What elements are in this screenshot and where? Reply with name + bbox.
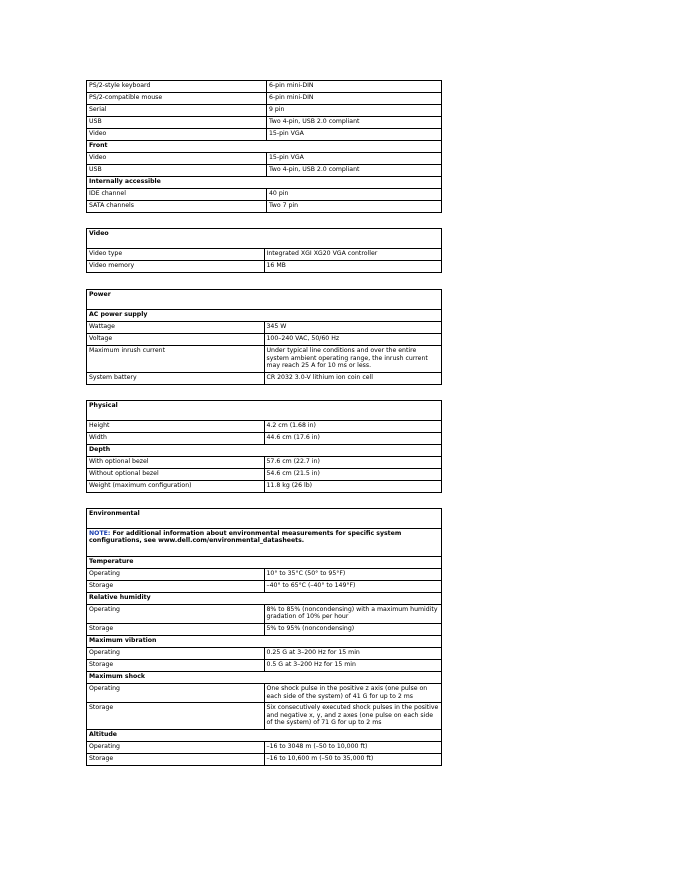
row-value: Two 7 pin [267, 201, 442, 213]
table-row [87, 703, 442, 730]
row-value: 11.8 kg (26 lb) [264, 480, 442, 492]
table-row [87, 741, 442, 753]
section-subheader [87, 556, 442, 568]
row-label: Serial [87, 105, 267, 117]
humidity-header: Relative humidity [87, 592, 442, 604]
row-label: Video [87, 153, 267, 165]
row-value: 15-pin VGA [267, 129, 442, 141]
table-row [87, 568, 442, 580]
row-value: 0.25 G at 3–200 Hz for 15 min [264, 647, 442, 659]
row-label: Storage [87, 623, 265, 635]
table-row [87, 189, 442, 201]
row-label: Operating [87, 683, 265, 702]
table-row [87, 604, 442, 623]
row-label: Operating [87, 568, 265, 580]
row-label: PS/2-compatible mouse [87, 93, 267, 105]
row-value: Six consecutively executed shock pulses in the positive and negative x, y, and z axes (one pulse on each side of the system) of 71 G for up to 2 ms [264, 703, 442, 730]
note-box [87, 528, 442, 556]
ac-power-header: AC power supply [87, 310, 442, 322]
row-value: One shock pulse in the positive z axis (one pulse on each side of the system) of 41 G for up to 2 ms [264, 683, 442, 702]
row-value: 8% to 85% (noncondensing) with a maximum humidity gradation of 10% per hour [264, 604, 442, 623]
vibration-header: Maximum vibration [87, 635, 442, 647]
altitude-header: Altitude [87, 729, 442, 741]
row-label: Maximum inrush current [87, 346, 265, 373]
table-row [87, 261, 442, 273]
table-row [87, 659, 442, 671]
row-value: 54.6 cm (21.5 in) [264, 468, 442, 480]
row-label: Video [87, 129, 267, 141]
row-label: Operating [87, 604, 265, 623]
note-label: NOTE: [89, 529, 111, 537]
row-value: 57.6 cm (22.7 in) [264, 456, 442, 468]
section-subheader [87, 671, 442, 683]
table-row [87, 420, 442, 432]
row-value: –16 to 10,600 m (–50 to 35,000 ft) [264, 753, 442, 765]
row-label: USB [87, 165, 267, 177]
row-label: Storage [87, 580, 265, 592]
row-value: 6-pin mini-DIN [267, 81, 442, 93]
section-subheader [87, 635, 442, 647]
row-value: Under typical line conditions and over the entire system ambient operating range, the inrush current may reach 25 A for 10 ms or less. [264, 346, 442, 373]
section-subheader [87, 141, 442, 153]
table-row [87, 165, 442, 177]
spacer [86, 385, 442, 400]
row-value: 100–240 VAC, 50/60 Hz [264, 334, 442, 346]
table-row [87, 753, 442, 765]
temperature-header: Temperature [87, 556, 442, 568]
depth-header: Depth [87, 444, 442, 456]
spacer [86, 493, 442, 508]
row-label: IDE channel [87, 189, 267, 201]
table-row [87, 683, 442, 702]
section-title: Physical [87, 400, 442, 420]
table-row [87, 346, 442, 373]
row-label: USB [87, 117, 267, 129]
row-label: Operating [87, 647, 265, 659]
row-value: 16 MB [264, 261, 442, 273]
row-label: Wattage [87, 322, 265, 334]
table-row [87, 249, 442, 261]
table-row [87, 623, 442, 635]
row-label: PS/2-style keyboard [87, 81, 267, 93]
table-row [87, 456, 442, 468]
row-label: Voltage [87, 334, 265, 346]
section-subheader [87, 177, 442, 189]
row-label: Video type [87, 249, 265, 261]
row-value: 40 pin [267, 189, 442, 201]
row-value: Integrated XGI XG20 VGA controller [264, 249, 442, 261]
row-label: Operating [87, 741, 265, 753]
row-label: Storage [87, 659, 265, 671]
table-row [87, 129, 442, 141]
shock-header: Maximum shock [87, 671, 442, 683]
power-table [86, 289, 442, 385]
row-value: Two 4-pin, USB 2.0 compliant [267, 117, 442, 129]
spec-sheet [86, 80, 442, 766]
internal-header: Internally accessible [87, 177, 442, 189]
row-label: Height [87, 420, 265, 432]
row-label: Storage [87, 703, 265, 730]
row-value: 4.2 cm (1.68 in) [264, 420, 442, 432]
spacer [86, 273, 442, 289]
row-value: 15-pin VGA [267, 153, 442, 165]
row-value: 345 W [264, 322, 442, 334]
table-row [87, 480, 442, 492]
table-row [87, 105, 442, 117]
physical-table [86, 400, 442, 493]
row-value: 10° to 35°C (50° to 95°F) [264, 568, 442, 580]
row-label: System battery [87, 372, 265, 384]
environmental-table [86, 508, 442, 766]
row-label: Video memory [87, 261, 265, 273]
row-label: Storage [87, 753, 265, 765]
table-row [87, 81, 442, 93]
row-label: Weight (maximum configuration) [87, 480, 265, 492]
row-label: Width [87, 432, 265, 444]
table-row [87, 153, 442, 165]
section-subheader [87, 729, 442, 741]
row-value: Two 4-pin, USB 2.0 compliant [267, 165, 442, 177]
row-value: 44.6 cm (17.6 in) [264, 432, 442, 444]
row-value: 0.5 G at 3–200 Hz for 15 min [264, 659, 442, 671]
section-subheader [87, 310, 442, 322]
row-label: With optional bezel [87, 456, 265, 468]
connectors-table [86, 80, 442, 213]
section-subheader [87, 592, 442, 604]
row-value: –40° to 65°C (–40° to 149°F) [264, 580, 442, 592]
table-row [87, 580, 442, 592]
section-subheader [87, 444, 442, 456]
row-value: 5% to 95% (noncondensing) [264, 623, 442, 635]
row-value: 6-pin mini-DIN [267, 93, 442, 105]
row-value: CR 2032 3.0-V lithium ion coin cell [264, 372, 442, 384]
section-title: Video [87, 229, 442, 249]
front-header: Front [87, 141, 442, 153]
section-title: Power [87, 290, 442, 310]
spacer [86, 213, 442, 228]
table-row [87, 322, 442, 334]
section-title: Environmental [87, 508, 442, 528]
table-row [87, 372, 442, 384]
row-value: 9 pin [267, 105, 442, 117]
table-row [87, 647, 442, 659]
video-table [86, 228, 442, 273]
table-row [87, 201, 442, 213]
table-row [87, 334, 442, 346]
table-row [87, 93, 442, 105]
row-label: Without optional bezel [87, 468, 265, 480]
note-text: For additional information about environmental measurements for specific system configurations, see www.dell.com/environmental_datasheets. [89, 529, 402, 545]
table-row [87, 117, 442, 129]
table-row [87, 468, 442, 480]
row-label: SATA channels [87, 201, 267, 213]
row-value: –16 to 3048 m (–50 to 10,000 ft) [264, 741, 442, 753]
table-row [87, 432, 442, 444]
